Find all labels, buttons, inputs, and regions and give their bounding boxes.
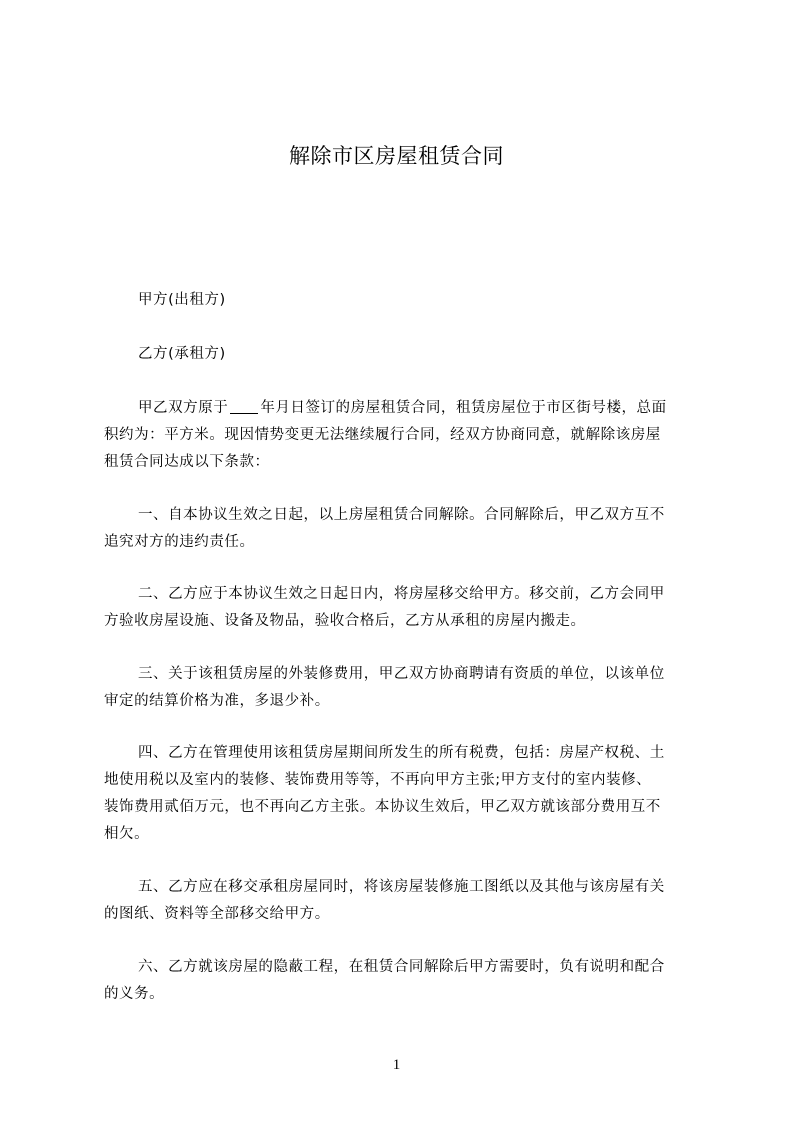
intro-line-1 [138, 398, 738, 418]
page-number: 1 [392, 1057, 401, 1073]
date-blank [230, 399, 258, 414]
intro-line-3: 租赁合同达成以下条款： [104, 454, 270, 470]
party-a-label: 甲方(出租方) [138, 292, 226, 308]
intro-line-1-prefix: 甲乙双方原于 [138, 400, 229, 416]
clause-6-line-1: 六、乙方就该房屋的隐蔽工程，在租赁合同解除后甲方需要时，负有说明和配合 [138, 959, 665, 975]
party-b-label: 乙方(承租方) [138, 346, 226, 362]
clause-4-line-4: 相欠。 [104, 826, 150, 842]
clause-3-line-1: 三、关于该租赁房屋的外装修费用，甲乙双方协商聘请有资质的单位，以该单位 [138, 666, 665, 682]
clause-5-line-2: 的图纸、资料等全部移交给甲方。 [104, 906, 330, 922]
clause-6-line-2: 的义务。 [104, 986, 165, 1002]
intro-line-1-suffix: 年月日签订的房屋租赁合同，租赁房屋位于市区街号楼，总面 [260, 400, 667, 416]
clause-2-line-1: 二、乙方应于本协议生效之日起日内，将房屋移交给甲方。移交前，乙方会同甲 [138, 586, 665, 602]
clause-5-line-1: 五、乙方应在移交承租房屋同时，将该房屋装修施工图纸以及其他与该房屋有关 [138, 879, 665, 895]
clause-1-line-2: 追究对方的违约责任。 [104, 534, 255, 550]
document-title: 解除市区房屋租赁合同 [289, 144, 504, 168]
clause-3-line-2: 审定的结算价格为准，多退少补。 [104, 693, 330, 709]
clause-2-line-2: 方验收房屋设施、设备及物品，验收合格后，乙方从承租的房屋内搬走。 [104, 613, 586, 629]
clause-4-line-2: 地使用税以及室内的装修、装饰费用等等，不再向甲方主张;甲方支付的室内装修、 [104, 772, 652, 788]
intro-line-2: 积约为：平方米。现因情势变更无法继续履行合同，经双方协商同意，就解除该房屋 [104, 427, 661, 443]
clause-1-line-1: 一、自本协议生效之日起，以上房屋租赁合同解除。合同解除后，甲乙双方互不 [138, 507, 665, 523]
clause-4-line-3: 装饰费用贰佰万元，也不再向乙方主张。本协议生效后，甲乙双方就该部分费用互不 [104, 799, 661, 815]
clause-4-line-1: 四、乙方在管理使用该租赁房屋期间所发生的所有税费，包括：房屋产权税、土 [138, 745, 665, 761]
